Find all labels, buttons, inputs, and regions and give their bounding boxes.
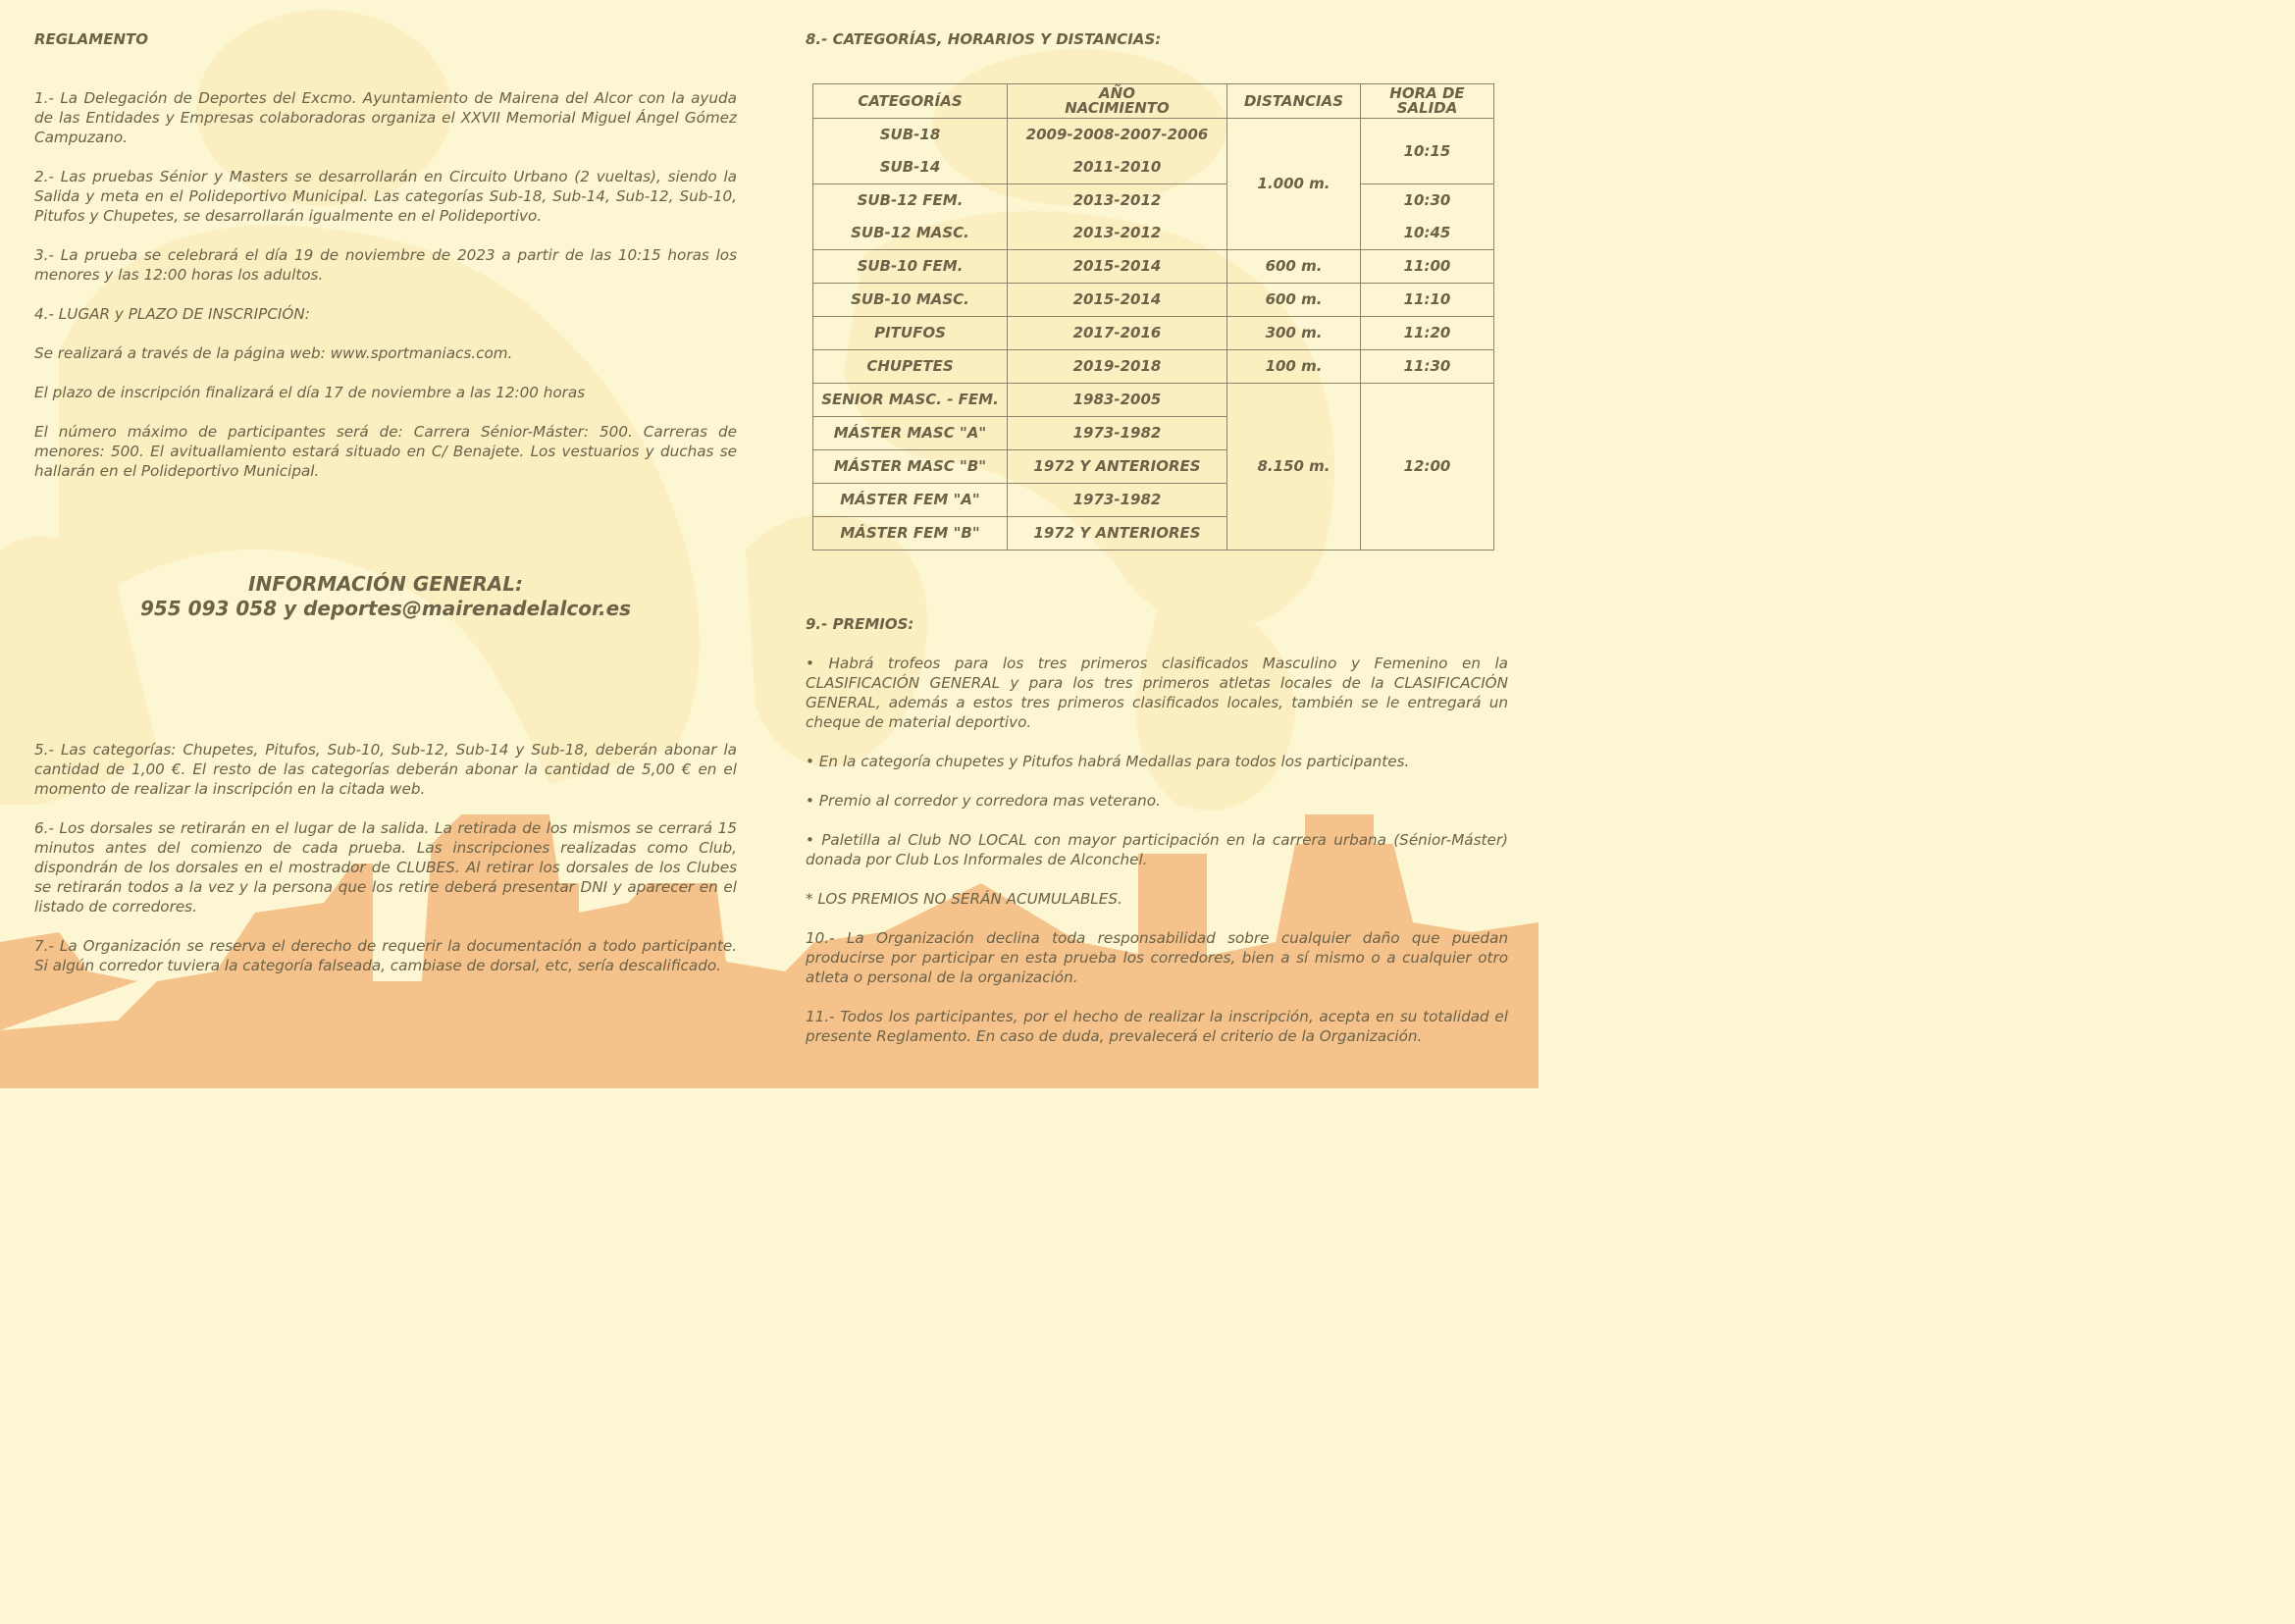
prize-trophies: • Habrá trofeos para los tres primeros clasificados Masculino y Femenino en la CLASIFICACIÓN GENERAL y para los tres primeros atletas locales de la CLASIFICACIÓN GENERAL, además a estos tres primeros clasificados locales, también se le entregará un cheque de material deportivo.: [806, 655, 1508, 731]
category-cell: CHUPETES: [813, 350, 1008, 384]
distance-cell: 8.150 m.: [1227, 384, 1361, 550]
category-cell: SUB-10 FEM.: [813, 250, 1008, 284]
section-9-heading: 9.- PREMIOS:: [806, 615, 914, 633]
time-cell: 11:30: [1361, 350, 1494, 384]
year-cell: 2013-2012: [1008, 184, 1227, 218]
table-row: [813, 250, 1494, 284]
section-8-heading: 8.- CATEGORÍAS, HORARIOS Y DISTANCIAS:: [806, 30, 1162, 48]
left-column: [34, 29, 737, 481]
table-row: [813, 317, 1494, 350]
year-cell: 1973-1982: [1008, 417, 1227, 450]
time-cell: 10:15: [1361, 119, 1494, 184]
prize-veteran: • Premio al corredor y corredora mas veterano.: [806, 792, 1161, 810]
rule-4-deadline: El plazo de inscripción finalizará el día 17 de noviembre a las 12:00 horas: [34, 384, 586, 401]
category-cell: PITUFOS: [813, 317, 1008, 350]
table-row: [813, 217, 1494, 250]
category-cell: SUB-14: [813, 151, 1008, 184]
rule-2: 2.- Las pruebas Sénior y Masters se desarrollarán en Circuito Urbano (2 vueltas), siendo la Salida y meta en el Polideportivo Municipal. Las categorías Sub-18, Sub-14, Sub-12, Sub-10, Pitufos y Chupetes, se desarrollarán igualmente en el Polideportivo.: [34, 168, 737, 225]
category-cell: SUB-10 MASC.: [813, 284, 1008, 317]
year-cell: 1973-1982: [1008, 484, 1227, 517]
category-cell: MÁSTER FEM "B": [813, 517, 1008, 550]
distance-cell: 1.000 m.: [1227, 119, 1361, 250]
header-distancias: DISTANCIAS: [1227, 84, 1361, 119]
reglamento-title: REGLAMENTO: [34, 30, 148, 48]
year-cell: 2019-2018: [1008, 350, 1227, 384]
rule-11: 11.- Todos los participantes, por el hecho de realizar la inscripción, acepta en su totalidad el presente Reglamento. En caso de duda, prevalecerá el criterio de la Organización.: [806, 1008, 1508, 1045]
time-cell: 11:00: [1361, 250, 1494, 284]
schedule-table: [812, 83, 1494, 550]
table-row: [813, 384, 1494, 417]
category-cell: MÁSTER MASC "A": [813, 417, 1008, 450]
category-cell: MÁSTER MASC "B": [813, 450, 1008, 484]
rule-10: 10.- La Organización declina toda responsabilidad sobre cualquier daño que puedan producirse por participar en esta prueba los corredores, bien a sí mismo o a cualquier otro atleta o personal de la organización.: [806, 929, 1508, 986]
rule-4-heading: 4.- LUGAR y PLAZO DE INSCRIPCIÓN:: [34, 305, 310, 323]
rule-7: 7.- La Organización se reserva el derecho de requerir la documentación a todo participante. Si algún corredor tuviera la categoría falseada, cambiase de dorsal, etc, sería descalificado.: [34, 937, 737, 974]
right-column-lower: [806, 614, 1508, 1046]
time-cell: 11:20: [1361, 317, 1494, 350]
table-row: [813, 184, 1494, 218]
rule-6: 6.- Los dorsales se retirarán en el lugar de la salida. La retirada de los mismos se cerrará 15 minutos antes del comienzo de cada prueba. Las inscripciones realizadas como Club, dispondrán de los dorsales en el mostrador de CLUBES. Al retirar los dorsales de los Clubes se retirarán todos a la vez y la persona que los retire deberá presentar DNI y aparecer en el listado de corredores.: [34, 819, 737, 916]
year-cell: 2011-2010: [1008, 151, 1227, 184]
time-cell: 10:45: [1361, 217, 1494, 250]
table-row: [813, 350, 1494, 384]
distance-cell: 600 m.: [1227, 250, 1361, 284]
rule-4-registration: Se realizará a través de la página web: www.sportmaniacs.com.: [34, 344, 513, 362]
category-cell: SENIOR MASC. - FEM.: [813, 384, 1008, 417]
category-cell: SUB-12 MASC.: [813, 217, 1008, 250]
rule-5: 5.- Las categorías: Chupetes, Pitufos, Sub-10, Sub-12, Sub-14 y Sub-18, deberán abonar la cantidad de 1,00 €. El resto de las categorías deberán abonar la cantidad de 5,00 € en el momento de realizar la inscripción en la citada web.: [34, 741, 737, 798]
distance-cell: 300 m.: [1227, 317, 1361, 350]
year-cell: 2013-2012: [1008, 217, 1227, 250]
info-title: INFORMACIÓN GENERAL:: [248, 572, 523, 596]
category-cell: SUB-12 FEM.: [813, 184, 1008, 218]
year-cell: 1983-2005: [1008, 384, 1227, 417]
rule-1: 1.- La Delegación de Deportes del Excmo. Ayuntamiento de Mairena del Alcor con la ayuda de las Entidades y Empresas colaboradoras organiza el XXVII Memorial Miguel Ángel Gómez Campuzano.: [34, 89, 737, 146]
rule-4-max-participants: El número máximo de participantes será de: Carrera Sénior-Máster: 500. Carreras de menores: 500. El avituallamiento estará situado en C/ Benajete. Los vestuarios y duchas se hallarán en el Polideportivo Municipal.: [34, 423, 737, 480]
category-cell: MÁSTER FEM "A": [813, 484, 1008, 517]
header-hora-salida: HORA DE SALIDA: [1361, 84, 1494, 119]
category-cell: SUB-18: [813, 119, 1008, 152]
year-cell: 2017-2016: [1008, 317, 1227, 350]
left-column-lower: [34, 740, 737, 975]
rule-3: 3.- La prueba se celebrará el día 19 de noviembre de 2023 a partir de las 10:15 horas los menores y las 12:00 horas los adultos.: [34, 246, 737, 284]
time-cell: 11:10: [1361, 284, 1494, 317]
distance-cell: 100 m.: [1227, 350, 1361, 384]
right-column-top: [806, 29, 1508, 49]
year-cell: 2015-2014: [1008, 284, 1227, 317]
year-cell: 1972 Y ANTERIORES: [1008, 450, 1227, 484]
general-information: [34, 572, 737, 621]
table-row: [813, 119, 1494, 152]
info-contact: 955 093 058 y deportes@mairenadelalcor.es: [139, 597, 632, 620]
time-cell: 10:30: [1361, 184, 1494, 218]
prizes-not-cumulative: * LOS PREMIOS NO SERÁN ACUMULABLES.: [806, 890, 1122, 908]
header-ano-nacimiento: AÑO NACIMIENTO: [1008, 84, 1227, 119]
prize-medals: • En la categoría chupetes y Pitufos habrá Medallas para todos los participantes.: [806, 753, 1410, 770]
year-cell: 2015-2014: [1008, 250, 1227, 284]
time-cell: 12:00: [1361, 384, 1494, 550]
table-row: [813, 284, 1494, 317]
prize-club: • Paletilla al Club NO LOCAL con mayor participación en la carrera urbana (Sénior-Máster) donada por Club Los Informales de Alconchel.: [806, 831, 1508, 868]
year-cell: 2009-2008-2007-2006: [1008, 119, 1227, 152]
table-header-row: [813, 84, 1494, 119]
header-categorias: CATEGORÍAS: [813, 84, 1008, 119]
distance-cell: 600 m.: [1227, 284, 1361, 317]
year-cell: 1972 Y ANTERIORES: [1008, 517, 1227, 550]
